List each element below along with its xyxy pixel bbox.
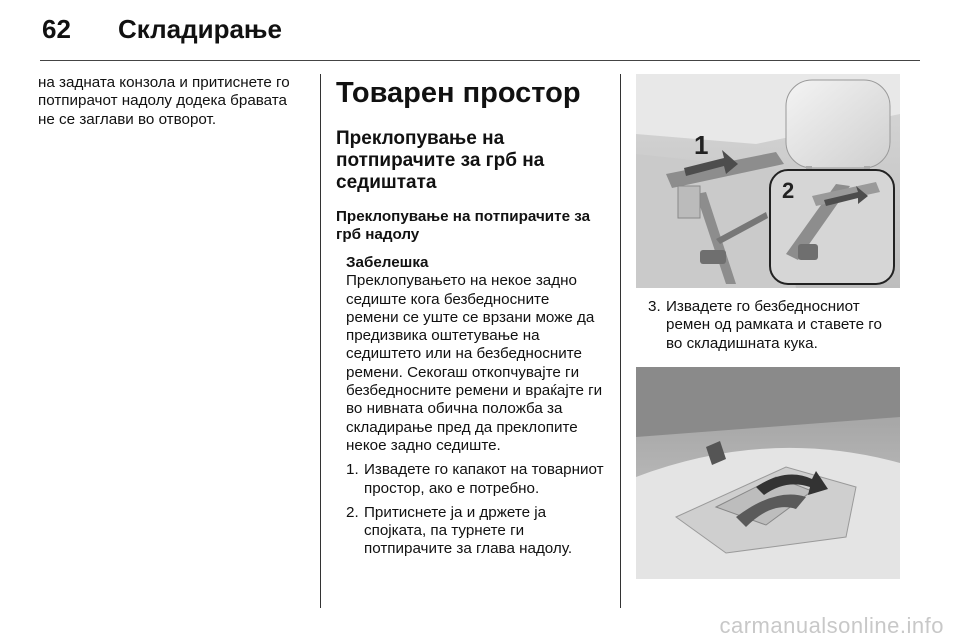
note-text: Преклопувањето на некое задно седиште кога безбедносните ремени се уште се врзани може да предизвика оштетување на седиштето или на безбедносните ремени. Секогаш откопчувајте ги безбедносните ремени и враќајте ги во нивната обична положба за складирање пред да преклопите некое задно седиште. [346,272,603,454]
section-heading: Товарен простор [336,77,581,109]
belt-storage-figure [636,367,900,579]
steps-list-2 [648,298,900,353]
callout-2: 2 [782,178,795,203]
continued-paragraph: на задната конзола и притиснете го потпирачот надолу додека бравата не се заглави во отворот. [38,74,290,128]
step-number: 3. [648,298,661,315]
column-3 [636,74,900,579]
headrest-belt-figure [636,74,900,288]
note-title: Забелешка [346,254,429,271]
column-divider-1 [320,74,321,608]
list-item [346,461,606,498]
page-number: 62 [42,14,71,44]
watermark: carmanualsonline.info [719,613,944,638]
steps-list [346,461,606,558]
sub-subsection-heading: Преклопување на потпирачите за грб надолу [336,208,591,243]
page-header [0,0,960,62]
header-rule [40,60,920,61]
list-item [346,504,606,559]
belt-buckle [700,250,726,264]
step-number: 1. [346,461,359,479]
column-divider-2 [620,74,621,608]
step-text: Притиснете ја и држете ја спојката, па турнете ги потпирачите за глава надолу. [364,503,573,558]
subsection-heading: Преклопување на потпирачите за грб на седиштата [336,128,545,193]
step-number: 2. [346,503,359,521]
list-item [648,298,900,353]
column-1 [38,74,304,129]
column-2 [336,74,606,565]
step-text: Извадете го капакот на товарниот простор, ако е потребно. [364,461,604,497]
headrest-shape [786,80,890,168]
running-title: Складирање [118,14,282,44]
step-text: Извадете го безбедносниот ремен од рамката и ставете го во складишната кука. [666,298,882,352]
note-block [346,254,606,455]
callout-1: 1 [694,130,709,160]
